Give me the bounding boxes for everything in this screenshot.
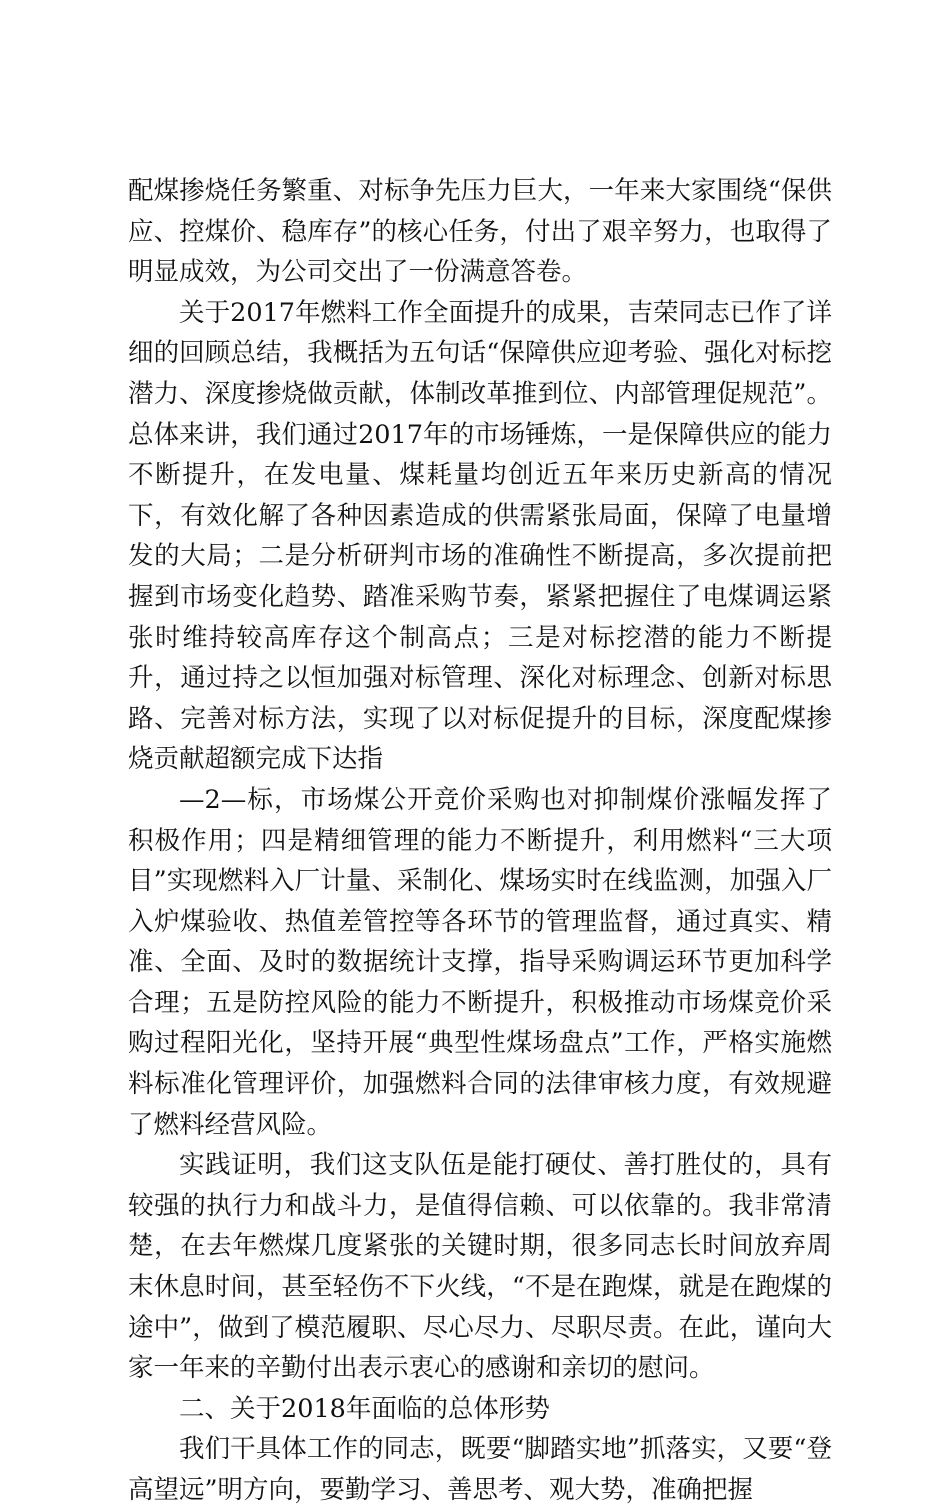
paragraph-2018-intro: 我们干具体工作的同志，既要“脚踏实地”抓落实，又要“登高望远”明方向，要勤学习、善思考、观大势，准确把握 bbox=[128, 1434, 832, 1505]
paragraph-team-praise: 实践证明，我们这支队伍是能打硬仗、善打胜仗的，具有较强的执行力和战斗力，是值得信赖、可以依靠的。我非常清楚，在去年燃煤几度紧张的关键时期，很多同志长时间放弃周末休息时间，甚至轻伤不下火线，“不是在跑煤，就是在跑煤的途中”，做到了模范履职、尽心尽力、尽职尽责。在此，谨向大家一年来的辛勤付出表示衷心的感谢和亲切的慰问。 bbox=[128, 1150, 832, 1384]
document-body bbox=[128, 171, 832, 1511]
paragraph-continuation: 配煤掺烧任务繁重、对标争先压力巨大，一年来大家围绕“保供应、控煤价、稳库存”的核心任务，付出了艰辛努力，也取得了明显成效，为公司交出了一份满意答卷。 bbox=[128, 176, 832, 288]
paragraph-2017-results: 关于2017年燃料工作全面提升的成果，吉荣同志已作了详细的回顾总结，我概括为五句话“保障供应迎考验、强化对标挖潜力、深度掺烧做贡献，体制改革推到位、内部管理促规范”。总体来讲，我们通过2017年的市场锤炼，一是保障供应的能力不断提升，在发电量、煤耗量均创近五年来历史新高的情况下，有效化解了各种因素造成的供需紧张局面，保障了电量增发的大局；二是分析研判市场的准确性不断提高，多次提前把握到市场变化趋势、踏准采购节奏，紧紧把握住了电煤调运紧张时维持较高库存这个制高点；三是对标挖潜的能力不断提升，通过持之以恒加强对标管理、深化对标理念、创新对标思路、完善对标方法，实现了以对标促提升的目标，深度配煤掺烧贡献超额完成下达指 bbox=[128, 297, 832, 775]
paragraph-page-2-continuation: —2—标，市场煤公开竞价采购也对抑制煤价涨幅发挥了积极作用；四是精细管理的能力不断提升，利用燃料“三大项目”实现燃料入厂计量、采制化、煤场实时在线监测，加强入厂入炉煤验收、热值差管控等各环节的管理监督，通过真实、精准、全面、及时的数据统计支撑，指导采购调运环节更加科学合理；五是防控风险的能力不断提升，积极推动市场煤竞价采购过程阳光化，坚持开展“典型性煤场盘点”工作，严格实施燃料标准化管理评价，加强燃料合同的法律审核力度，有效规避了燃料经营风险。 bbox=[128, 784, 832, 1140]
section-heading-2018: 二、关于2018年面临的总体形势 bbox=[179, 1393, 550, 1424]
